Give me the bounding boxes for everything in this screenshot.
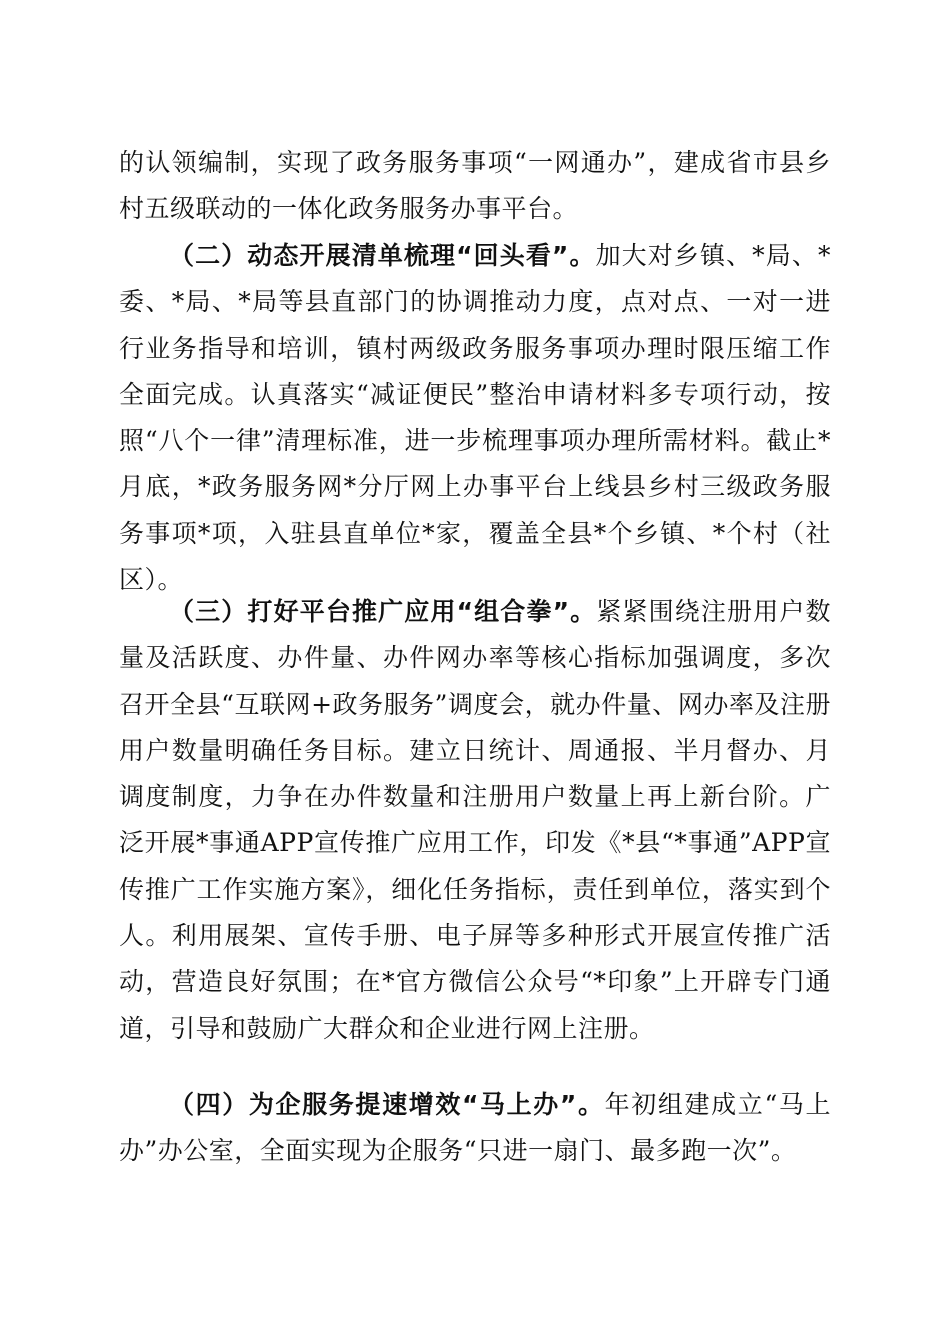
paragraph-body: 的认领编制，实现了政务服务事项“一网通办”，建成省市县乡村五级联动的一体化政务服务办事平台。 bbox=[119, 148, 831, 224]
paragraph-section-2 bbox=[119, 233, 831, 603]
section-heading: （四）为企服务提速增效“马上办”。 bbox=[169, 1090, 605, 1119]
paragraph-body: 加大对乡镇、*局、*委、*局、*局等县直部门的协调推动力度，点对点、一对一进行业务指导和培训，镇村两级政务服务事项办理时限压缩工作全面完成。认真落实“减证便民”整治申请材料多专项行动，按照“八个一律”清理标准，进一步梳理事项办理所需材料。截止*月底，*政务服务网*分厅网上办事平台上线县乡村三级政务服务事项*项，入驻县直单位*家，覆盖全县*个乡镇、*个村（社区）。 bbox=[119, 241, 831, 595]
paragraph-section-4 bbox=[119, 1082, 831, 1175]
section-heading: （二）动态开展清单梳理“回头看”。 bbox=[169, 241, 596, 270]
section-heading: （三）打好平台推广应用“组合拳”。 bbox=[169, 597, 597, 626]
paragraph-body: 年初组建成立“马上办”办公室，全面实现为企服务“只进一扇门、最多跑一次”。 bbox=[119, 1090, 831, 1166]
paragraph-body: 紧紧围绕注册用户数量及活跃度、办件量、办件网办率等核心指标加强调度，多次召开全县“互联网+政务服务”调度会，就办件量、网办率及注册用户数量明确任务目标。建立日统计、周通报、半月督办、月调度制度，力争在办件数量和注册用户数量上再上新台阶。广泛开展*事通APP宣传推广应用工作，印发《*县“*事通”APP宣传推广工作实施方案》，细化任务指标，责任到单位，落实到个人。利用展架、宣传手册、电子屏等多种形式开展宣传推广活动，营造良好氛围；在*官方微信公众号“*印象”上开辟专门通道，引导和鼓励广大群众和企业进行网上注册。 bbox=[119, 597, 831, 1043]
paragraph-section-3 bbox=[119, 589, 831, 1052]
paragraph-continuation bbox=[119, 140, 831, 233]
